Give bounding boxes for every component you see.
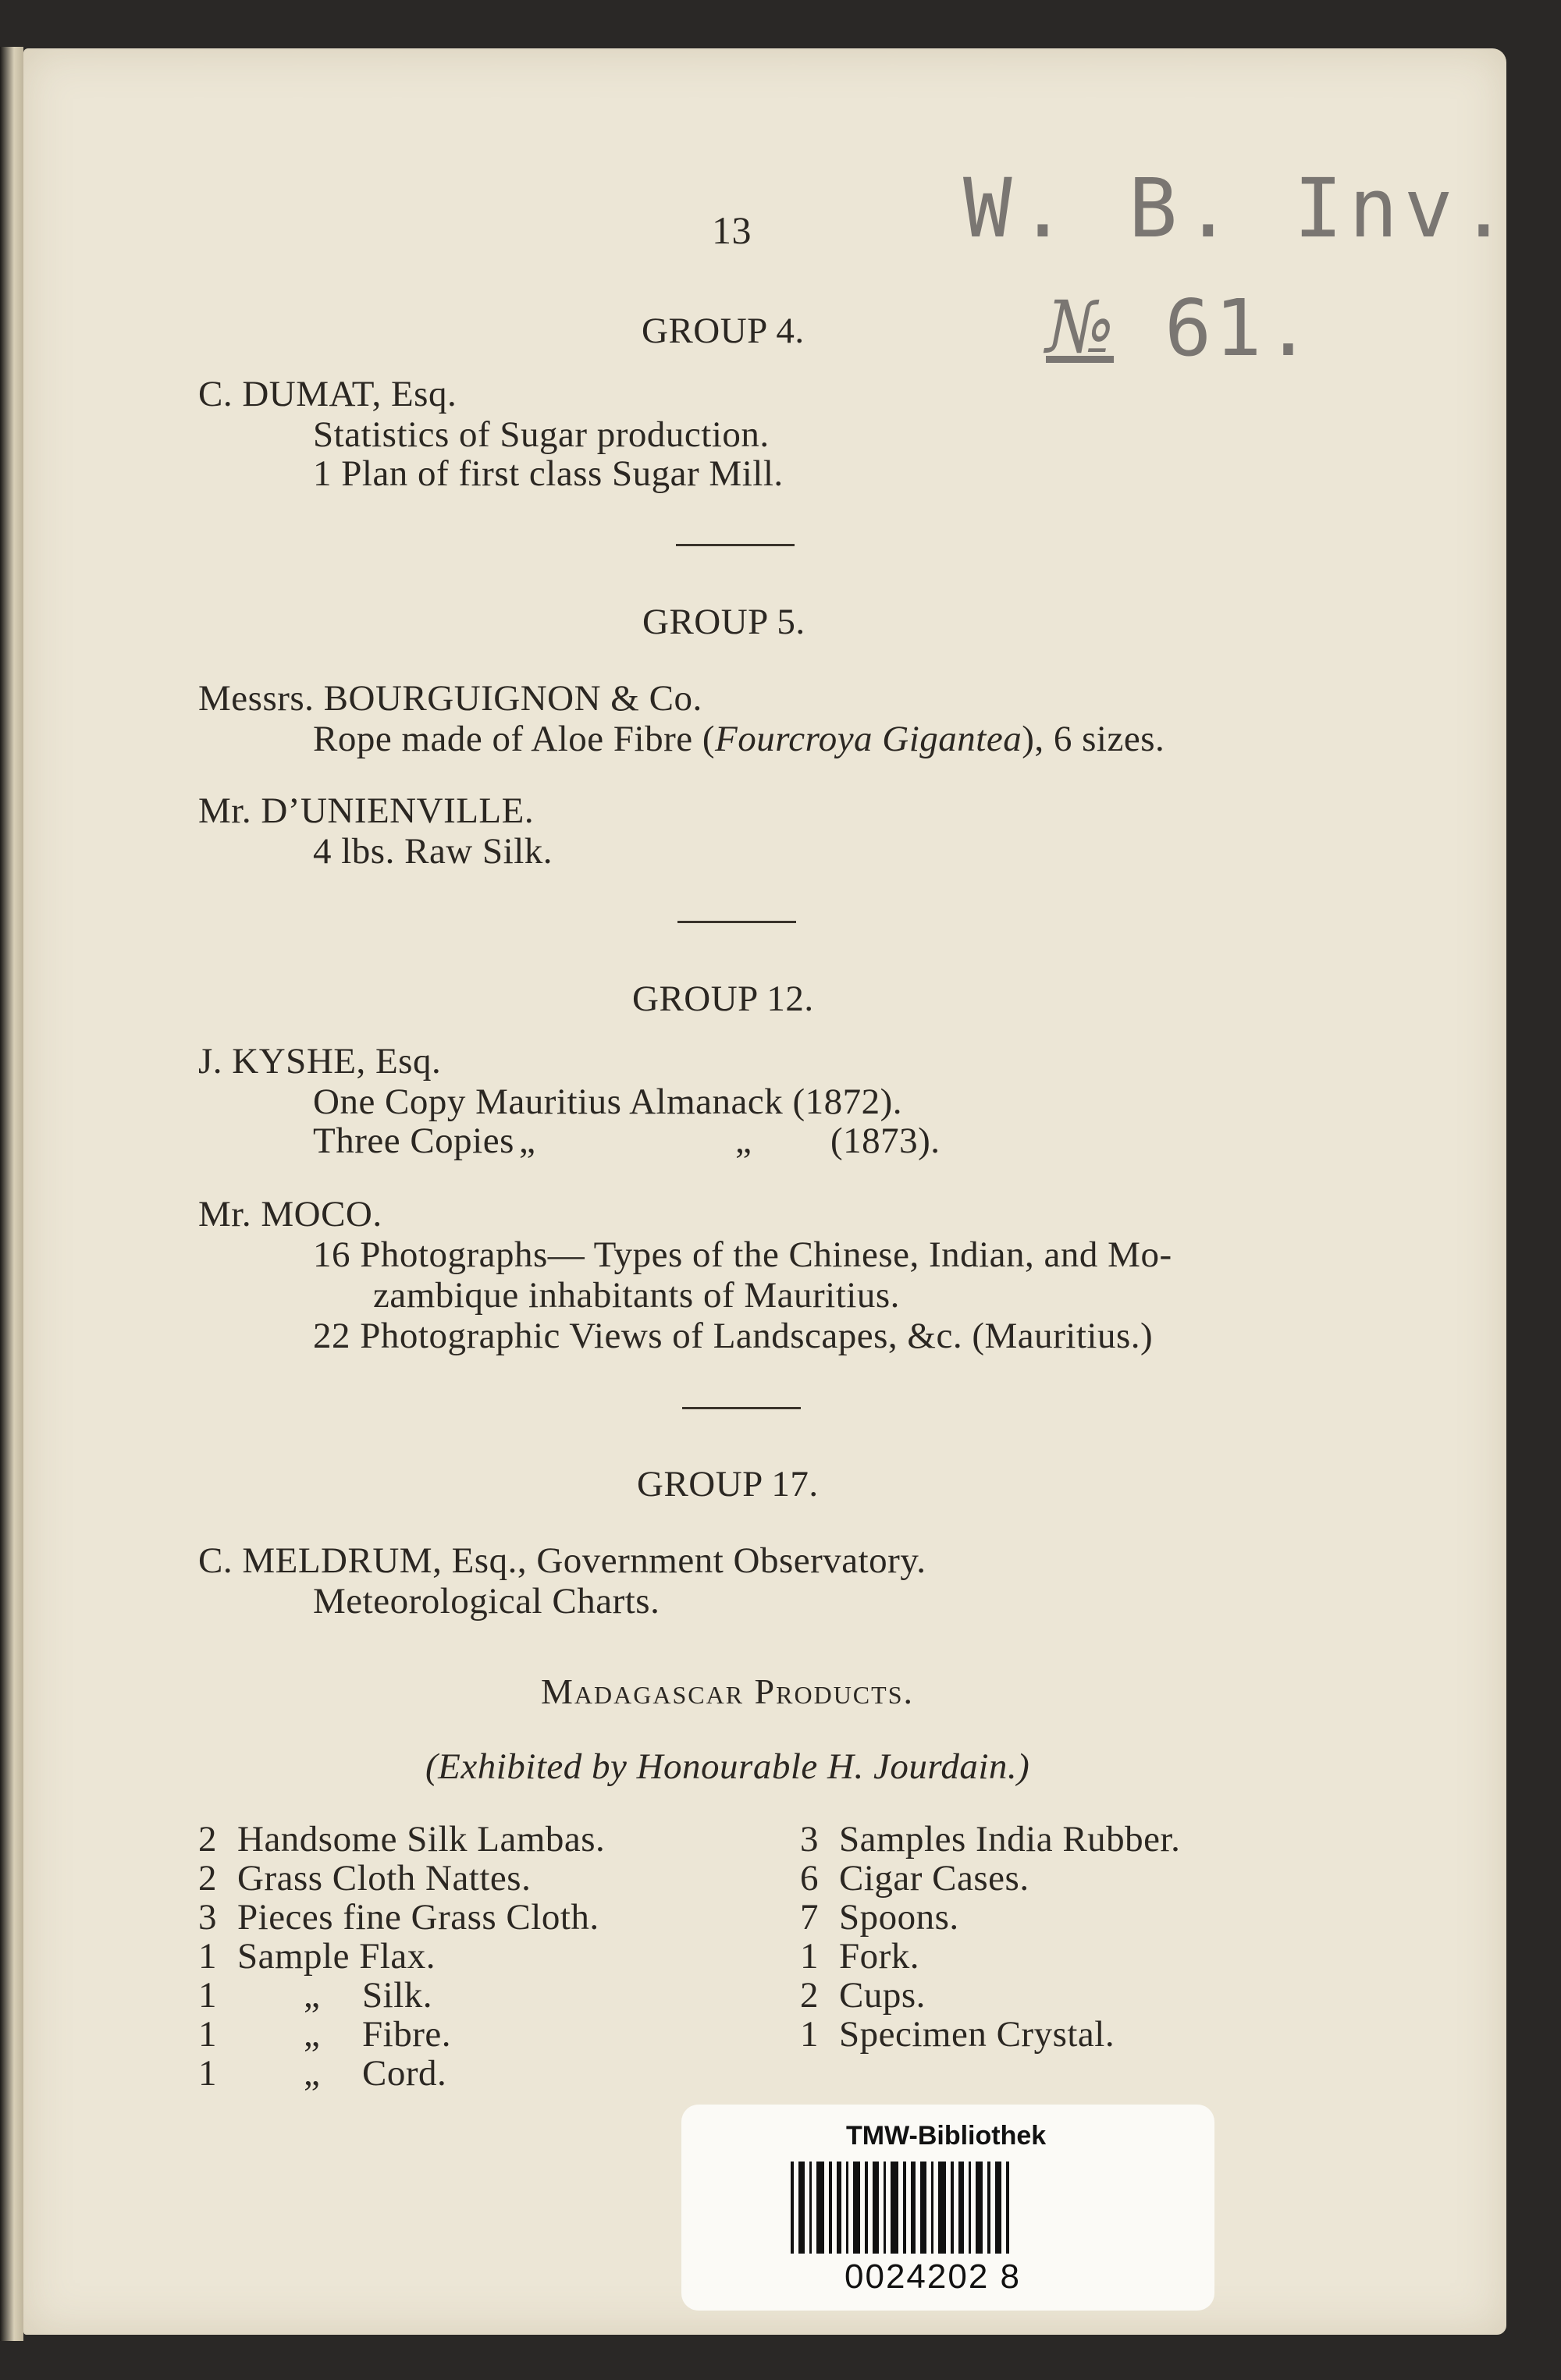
madagascar-heading: Madagascar Products.	[541, 1671, 914, 1711]
group-5-heading: GROUP 5.	[642, 602, 805, 642]
inventory-number: 61.	[1165, 282, 1315, 374]
inventory-stamp: W. B. Inv.	[963, 161, 1515, 256]
list-item	[198, 1896, 599, 1938]
list-item	[198, 1974, 433, 2016]
qty: 1	[800, 2014, 819, 2055]
group-12-item: (1873).	[830, 1121, 941, 1161]
group-12-exhibitor: J. KYSHE, Esq.	[198, 1041, 442, 1082]
item-name: Samples India Rubber.	[839, 1819, 1181, 1860]
item-name: Pieces fine Grass Cloth.	[237, 1897, 599, 1938]
qty: 6	[800, 1858, 819, 1899]
item-name: Fibre.	[362, 2014, 451, 2055]
list-item	[800, 1818, 1181, 1860]
list-item	[198, 1818, 606, 1860]
ditto-mark: „	[304, 2053, 321, 2094]
group-12-item: One Copy Mauritius Almanack (1872).	[313, 1082, 903, 1122]
item-name: Spoons.	[839, 1897, 959, 1938]
ditto-mark: „	[519, 1121, 536, 1161]
group-17-heading: GROUP 17.	[637, 1464, 819, 1504]
qty: 1	[198, 2053, 217, 2094]
group-12-item: Three Copies	[313, 1121, 514, 1161]
list-item	[800, 2013, 1115, 2055]
divider	[676, 544, 795, 546]
item-name: Sample Flax.	[237, 1936, 436, 1977]
item-text: Rope made of Aloe Fibre (	[313, 719, 716, 759]
group-12-item: 22 Photographic Views of Landscapes, &c. (Mauritius.)	[313, 1316, 1154, 1356]
group-4-exhibitor: C. DUMAT, Esq.	[198, 374, 457, 414]
list-item	[800, 1974, 926, 2016]
book-spine	[0, 47, 23, 2341]
qty: 3	[800, 1819, 819, 1860]
qty: 7	[800, 1897, 819, 1938]
library-label-title: TMW-Bibliothek	[846, 2121, 1047, 2151]
ditto-mark: „	[735, 1121, 752, 1161]
item-text: ), 6 sizes.	[1022, 719, 1165, 759]
barcode	[791, 2162, 1118, 2254]
qty: 2	[800, 1975, 819, 2016]
list-item	[198, 1935, 436, 1977]
ditto-mark: „	[304, 1975, 321, 2016]
group-5-item: 4 lbs. Raw Silk.	[313, 831, 553, 872]
qty: 2	[198, 1858, 217, 1899]
group-12-heading: GROUP 12.	[632, 979, 814, 1019]
list-item	[198, 2052, 447, 2094]
qty: 1	[198, 2014, 217, 2055]
group-17-exhibitor: C. MELDRUM, Esq., Government Observatory.	[198, 1540, 926, 1581]
divider	[677, 921, 796, 923]
list-item	[800, 1935, 920, 1977]
madagascar-subheading: (Exhibited by Honourable H. Jourdain.)	[425, 1746, 1030, 1787]
group-5-item	[313, 718, 1165, 760]
library-label-number: 0024202 8	[845, 2257, 1021, 2296]
item-name: Handsome Silk Lambas.	[237, 1819, 606, 1860]
list-item	[198, 1857, 532, 1899]
group-12-item: 16 Photographs— Types of the Chinese, Indian, and Mo-	[313, 1234, 1172, 1275]
list-item	[198, 2013, 451, 2055]
item-name: Grass Cloth Nattes.	[237, 1858, 532, 1899]
page-number: 13	[712, 208, 752, 252]
inventory-number-sign: №	[1046, 286, 1115, 369]
group-12-item: zambique inhabitants of Mauritius.	[373, 1275, 900, 1316]
item-name: Silk.	[362, 1975, 433, 2016]
item-name: Cigar Cases.	[839, 1858, 1029, 1899]
group-4-item: 1 Plan of first class Sugar Mill.	[313, 453, 784, 494]
item-italic-text: Fourcroya Gigantea	[715, 719, 1022, 759]
group-17-item: Meteorological Charts.	[313, 1581, 660, 1622]
group-4-heading: GROUP 4.	[642, 311, 805, 351]
item-name: Specimen Crystal.	[839, 2014, 1115, 2055]
group-5-exhibitor: Mr. D’UNIENVILLE.	[198, 790, 535, 831]
list-item	[800, 1896, 959, 1938]
item-name: Cord.	[362, 2053, 447, 2094]
list-item	[800, 1857, 1029, 1899]
qty: 1	[198, 1936, 217, 1977]
group-12-exhibitor: Mr. MOCO.	[198, 1194, 382, 1234]
item-name: Fork.	[839, 1936, 920, 1977]
qty: 1	[800, 1936, 819, 1977]
group-5-exhibitor: Messrs. BOURGUIGNON & Co.	[198, 678, 702, 719]
qty: 2	[198, 1819, 217, 1860]
ditto-mark: „	[304, 2014, 321, 2055]
group-4-item: Statistics of Sugar production.	[313, 414, 770, 455]
qty: 1	[198, 1975, 217, 2016]
qty: 3	[198, 1897, 217, 1938]
item-name: Cups.	[839, 1975, 926, 2016]
divider	[682, 1407, 801, 1409]
